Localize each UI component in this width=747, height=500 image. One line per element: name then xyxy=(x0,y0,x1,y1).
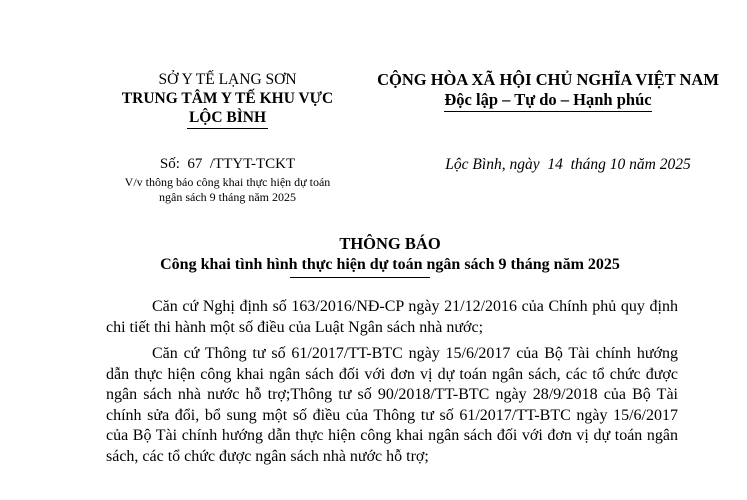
title-underline-rule xyxy=(290,277,430,278)
place-and-date: Lộc Bình, ngày 14 tháng 10 năm 2025 xyxy=(445,156,691,173)
document-title: THÔNG BÁO xyxy=(339,234,441,253)
country-name: CỘNG HÒA XÃ HỘI CHỦ NGHĨA VIỆT NAM xyxy=(377,70,719,89)
document-subject xyxy=(100,175,355,205)
agency-name: TRUNG TÂM Y TẾ KHU VỰC xyxy=(121,90,334,107)
body-paragraph: Căn cứ Thông tư số 61/2017/TT-BTC ngày 15/6/2017 của Bộ Tài chính hướng dẫn thực hiện công khai ngân sách đối với đơn vị dự toán ngân sách, các tổ chức được ngân sách nhà nước hỗ trợ;Thông tư số 90/2018/TT-BTC ngày 28/9/2018 của Bộ Tài chính sửa đổi, bổ sung một số điều của Thông tư số 61/2017/TT-BTC ngày 15/6/2017 của Bộ Tài chính hướng dẫn thực hiện công khai ngân sách đối với đơn vị dự toán ngân sách, các tổ chức được ngân sách nhà nước hỗ trợ; xyxy=(106,345,678,465)
agency-location: LỘC BÌNH xyxy=(187,108,268,129)
national-motto-header xyxy=(360,70,736,112)
issuing-agency-header xyxy=(100,70,355,129)
document-number: Số: 67 /TTYT-TCKT xyxy=(159,156,296,172)
national-motto: Độc lập – Tự do – Hạnh phúc xyxy=(444,90,651,112)
parent-agency-name: SỞ Y TẾ LẠNG SƠN xyxy=(158,71,297,88)
document-body xyxy=(106,297,678,473)
subject-line-2: ngân sách 9 tháng năm 2025 xyxy=(159,190,296,204)
title-block xyxy=(100,233,680,275)
subject-line-1: V/v thông báo công khai thực hiện dự toán xyxy=(124,175,331,189)
body-paragraph: Căn cứ Nghị định số 163/2016/NĐ-CP ngày 21/12/2016 của Chính phủ quy định chi tiết thi hành một số điều của Luật Ngân sách nhà nước; xyxy=(106,298,678,336)
document-subtitle: Công khai tình hình thực hiện dự toán ngân sách 9 tháng năm 2025 xyxy=(160,256,620,273)
